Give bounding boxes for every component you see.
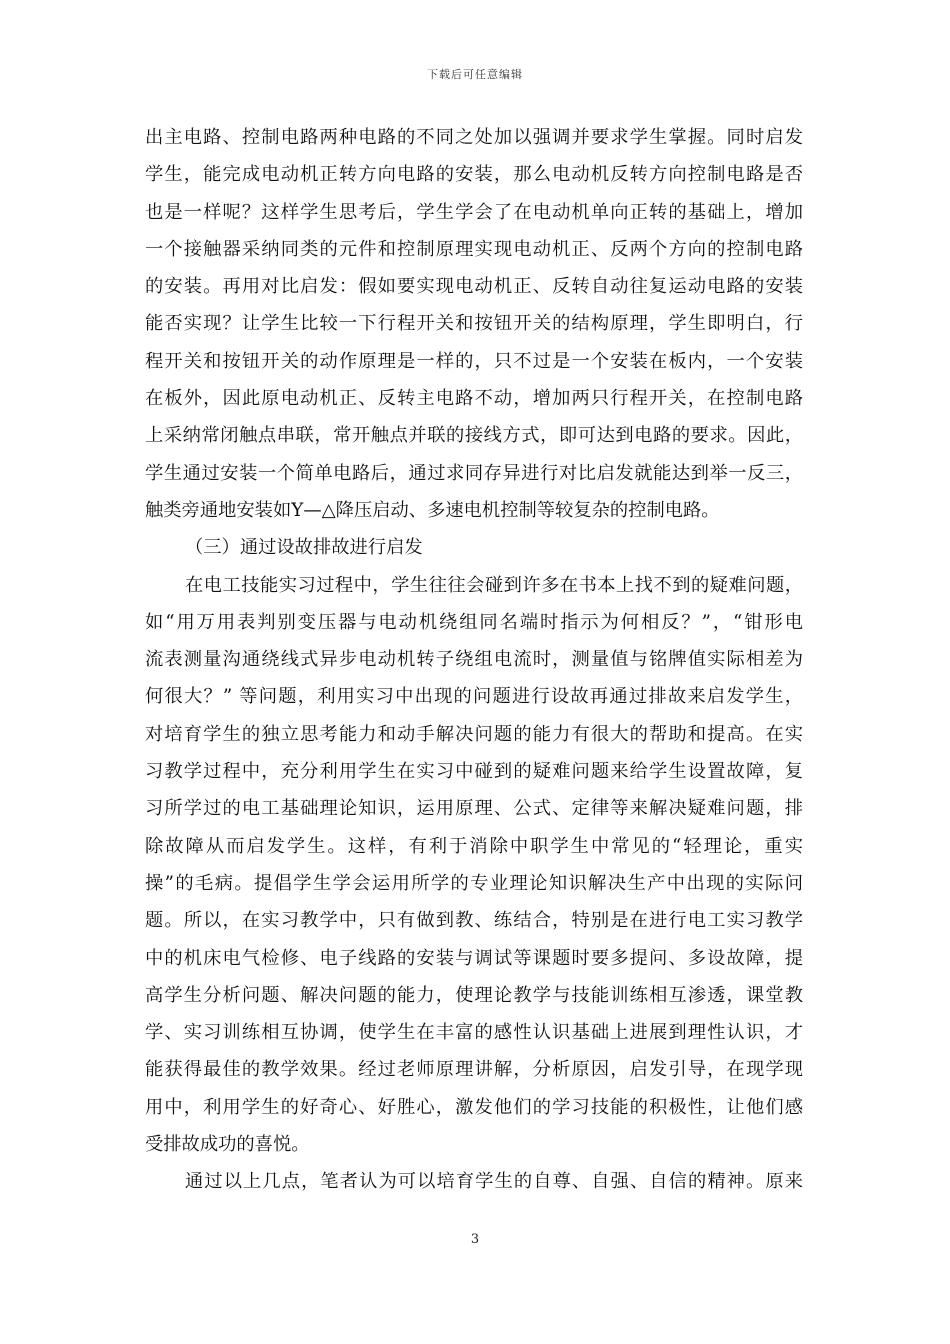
text-line: 出主电路、控制电路两种电路的不同之处加以强调并要求学生掌握。同时启发 [145,127,803,148]
section-heading [145,529,803,566]
text-line: 程开关和按钮开关的动作原理是一样的，只不过是一个安装在板内，一个安装 [145,350,803,372]
heading-line: （三）通过设故排故进行启发 [185,537,423,559]
text-line: 用中，利用学生的好奇心、好胜心，激发他们的学习技能的积极性，让他们感 [145,1096,803,1118]
page-header: 下载后可任意编辑 [427,68,523,81]
text-line: 上采纳常闭触点串联，常开触点并联的接线方式，即可达到电路的要求。因此， [145,425,803,447]
text-line: 在板外，因此原电动机正、反转主电路不动，增加两只行程开关，在控制电路 [145,388,803,410]
text-line: 能否实现？让学生比较一下行程开关和按钮开关的结构原理，学生即明白，行 [145,313,803,335]
document-body [145,119,803,1201]
text-line: 流表测量沟通绕线式异步电动机转子绕组电流时，测量值与铭牌值实际相差为 [145,649,803,671]
text-line: 学生，能完成电动机正转方向电路的安装，那么电动机反转方向控制电路是否 [145,164,803,186]
text-line: 能获得最佳的教学效果。经过老师原理讲解，分析原因，启发引导，在现学现 [145,1059,803,1081]
text-line: 中的机床电气检修、电子线路的安装与调试等课题时要多提问、多设故障，提 [145,947,803,969]
text-line: 题。所以，在实习教学中，只有做到教、练结合，特别是在进行电工实习教学 [145,910,803,932]
text-line: 除故障从而启发学生。这样，有利于消除中职学生中常见的“轻理论，重实 [145,835,803,857]
text-line: 学生通过安装一个简单电路后，通过求同存异进行对比启发就能达到举一反三， [145,462,803,484]
text-line: 高学生分析问题、解决问题的能力，使理论教学与技能训练相互渗透，课堂教 [145,984,803,1006]
text-line: 一个接触器采纳同类的元件和控制原理实现电动机正、反两个方向的控制电路 [145,238,803,260]
text-line: 学、实习训练相互协调，使学生在丰富的感性认识基础上进展到理性认识，才 [145,1022,803,1044]
text-line: 受排故成功的喜悦。 [145,1134,310,1156]
text-line: 如“用万用表判别变压器与电动机绕组同名端时指示为何相反？”，“钳形电 [145,611,803,633]
paragraph-1 [145,119,803,529]
paragraph-2 [145,567,803,1164]
text-line: 操”的毛病。提倡学生学会运用所学的专业理论知识解决生产中出现的实际问 [145,872,803,894]
text-line: 习教学过程中，充分利用学生在实习中碰到的疑难问题来给学生设置故障，复 [145,761,803,783]
text-line: 在电工技能实习过程中，学生往往会碰到许多在书本上找不到的疑难问题， [185,574,803,596]
page-number: 3 [470,1232,480,1247]
text-line: 的安装。再用对比启发：假如要实现电动机正、反转自动往复运动电路的安装 [145,276,803,298]
text-line: 触类旁通地安装如Y—△降压启动、多速电机控制等较复杂的控制电路。 [145,499,720,521]
text-line: 对培育学生的独立思考能力和动手解决问题的能力有很大的帮助和提高。在实 [145,723,803,745]
text-line: 何很大？” 等问题，利用实习中出现的问题进行设故再通过排故来启发学生， [145,686,803,708]
paragraph-3 [145,1163,803,1200]
text-line: 习所学过的电工基础理论知识，运用原理、公式、定律等来解决疑难问题，排 [145,798,803,820]
text-line: 通过以上几点，笔者认为可以培育学生的自尊、自强、自信的精神。原来 [185,1171,803,1193]
text-line: 也是一样呢？这样学生思考后，学生学会了在电动机单向正转的基础上，增加 [145,201,803,223]
